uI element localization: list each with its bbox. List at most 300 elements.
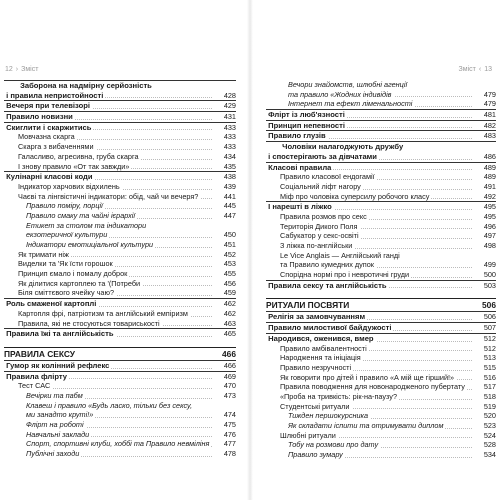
toc-entry: [4, 201, 236, 211]
toc-entry-title: [26, 401, 212, 411]
toc-entry-text: і правила непристойності: [4, 91, 105, 100]
toc-page-number: 515: [483, 362, 496, 372]
toc-entry: [266, 231, 496, 241]
toc-entry-text: Вечірки та пабм: [26, 390, 83, 400]
toc-entry-title: [18, 132, 212, 142]
toc-entry-title: [288, 450, 472, 460]
toc-entry-title: [266, 301, 472, 311]
toc-entry-title: [26, 211, 212, 221]
toc-entry: [4, 259, 236, 269]
toc-entry-title: [266, 323, 472, 333]
toc-entry-text: Кулінарні класові коди: [4, 172, 95, 181]
toc-page-number: 453: [223, 259, 236, 269]
toc-entry-text: Правило новизни: [4, 112, 75, 121]
toc-entry-text: «Проба на тривкість: рік-на-паузу?: [280, 391, 398, 401]
toc-entry-text: Публічні заходи: [26, 449, 80, 459]
toc-page-number: 441: [223, 191, 236, 201]
toc-entry: [266, 152, 496, 162]
toc-entry-title: [280, 251, 472, 261]
book-gutter: [247, 0, 253, 500]
toc-entry: [266, 311, 496, 322]
toc-page-number: 499: [483, 260, 496, 270]
toc-entry-title: [26, 221, 212, 231]
toc-entry: [266, 120, 496, 131]
toc-entry: [4, 211, 236, 221]
toc-entry-title: [18, 269, 212, 279]
toc-entry-title: [280, 260, 472, 270]
toc-entry-text: І знову правило «От так завжди»: [18, 161, 130, 171]
toc-entry-text: Чаєві та лінгвістичні індикатори: обід, чай чи вечеря?: [18, 191, 199, 201]
toc-entry-text: Релігія за замовчуванням: [266, 312, 367, 321]
toc-entry-title: [26, 449, 212, 459]
toc-entry-text: Правило поміру, порції: [26, 201, 103, 211]
toc-entry-title: [280, 392, 472, 402]
toc-entry-text: Соціальний ліфт нагору: [280, 181, 361, 191]
toc-page-number: 434: [223, 151, 236, 161]
right-page-header: [459, 66, 492, 73]
toc-entry-title: [266, 152, 472, 162]
toc-entry: [266, 99, 496, 109]
toc-entry-text: Як тримати ніж: [18, 249, 69, 259]
toc-entry-title: [26, 240, 212, 250]
toc-page-number: 469: [223, 371, 236, 381]
toc-entry: [266, 280, 496, 291]
toc-entry: [4, 391, 236, 401]
toc-entry: [4, 328, 236, 339]
toc-entry: [4, 100, 236, 111]
toc-entry-title: [18, 259, 212, 269]
toc-page-number: 450: [223, 230, 236, 240]
toc-page-number: 452: [223, 249, 236, 259]
toc-entry-text: З ліжка по-англійськи: [280, 241, 353, 250]
toc-entry-text: Навчальні заклади: [26, 429, 90, 439]
toc-entry: [266, 411, 496, 421]
toc-entry-title: [4, 101, 212, 111]
toc-page-number: 473: [223, 390, 236, 400]
toc-page-number: 497: [483, 231, 496, 241]
toc-entry-title: [288, 411, 472, 421]
header-separator: ›: [15, 66, 19, 73]
toc-entry-title: [4, 299, 212, 309]
toc-entry-text: Міф про чоловіка суперсилу робочого класу: [280, 191, 430, 201]
toc-page-number: 517: [483, 382, 496, 392]
toc-entry-text: Le Vice Anglais — Англійський ганді: [280, 250, 400, 260]
toc-page-number: 506: [483, 312, 496, 322]
toc-entry: [4, 449, 236, 459]
toc-entry-text: Правило амбівалентності: [280, 343, 367, 353]
toc-page-number: 512: [483, 343, 496, 353]
toc-page-number: 489: [483, 172, 496, 182]
right-page-number: 13: [484, 66, 492, 73]
toc-page-number: 492: [483, 191, 496, 201]
toc-page-number: 507: [483, 323, 496, 333]
toc-entry-text: Принцип ємало і помалу доброк: [18, 269, 128, 279]
toc-entry-text: ми занадто круті!»: [26, 410, 94, 420]
toc-entry: [4, 269, 236, 279]
toc-entry-text: Флірт на роботі: [26, 420, 84, 429]
toc-entry-title: [26, 439, 212, 449]
toc-page-number: 477: [223, 439, 236, 449]
toc-entry-text: Тобу на розмови про дату: [288, 440, 379, 450]
toc-page-number: 491: [483, 181, 496, 191]
toc-page-number: 519: [483, 401, 496, 411]
toc-entry-title: [288, 99, 472, 109]
toc-entry: [266, 431, 496, 441]
toc-entry: [266, 344, 496, 354]
toc-entry-text: Правила поводження для новонародженого пубертату: [280, 382, 465, 392]
toc-page-number: 513: [483, 353, 496, 363]
toc-entry-text: Галасливо, агресивна, груба скарга: [18, 151, 139, 161]
toc-entry: [266, 382, 496, 392]
toc-page-number: 456: [223, 278, 236, 288]
toc-entry: [4, 80, 236, 91]
toc-page-number: 470: [223, 381, 236, 391]
toc-entry: [4, 250, 236, 260]
toc-page-number: 433: [223, 122, 236, 132]
toc-entry-text: Студентські ритуали: [280, 401, 350, 411]
toc-entry-title: [18, 279, 212, 289]
toc-page-number: 489: [483, 162, 496, 172]
toc-entry: [266, 450, 496, 460]
toc-entry: [266, 333, 496, 344]
toc-entry: [266, 192, 496, 202]
toc-page-number: 500: [483, 270, 496, 280]
toc-entry: [266, 373, 496, 383]
toc-page-number: 466: [223, 360, 236, 370]
toc-entry-text: Картопля фрі, патріотизм та англійський емпіризм: [18, 308, 188, 318]
toc-entry-title: [280, 172, 472, 182]
toc-page-number: 524: [483, 430, 496, 440]
toc-entry-title: [280, 182, 472, 192]
toc-page-number: 476: [223, 429, 236, 439]
toc-entry-title: [18, 81, 212, 91]
toc-page-number: 481: [483, 110, 496, 120]
toc-entry: [4, 360, 236, 371]
toc-entry: [266, 353, 496, 363]
toc-entry: [4, 347, 236, 360]
toc-page-number: 520: [483, 411, 496, 421]
toc-entry-title: [4, 361, 212, 371]
toc-entry: [266, 440, 496, 450]
header-separator: ‹: [478, 66, 482, 73]
toc-entry: [266, 201, 496, 212]
toc-entry-title: [288, 90, 472, 100]
left-toc-list: [4, 80, 236, 459]
toc-entry: [4, 240, 236, 250]
toc-entry-title: [266, 202, 472, 212]
toc-entry-title: [18, 250, 212, 260]
toc-entry: [4, 319, 236, 329]
toc-entry: [266, 298, 496, 311]
toc-entry-text: Як складати іспити та отримувати диплом: [288, 421, 444, 430]
toc-entry-title: [280, 344, 472, 354]
toc-entry-text: Чоловіки налагоджують дружбу: [280, 142, 405, 151]
toc-entry-text: Гумор як колінний рефлекс: [4, 361, 111, 370]
toc-entry-title: [26, 391, 212, 401]
toc-entry: [266, 251, 496, 261]
toc-entry-text: Етикет за столом та індикатори: [26, 220, 147, 230]
toc-entry-title: [18, 192, 212, 202]
toc-entry-title: [280, 212, 472, 222]
toc-page-number: 431: [223, 112, 236, 122]
toc-entry-title: [18, 381, 212, 391]
toc-entry-text: Виделки та 'Як їсти горошок: [18, 259, 113, 269]
toc-page-number: 479: [483, 99, 496, 109]
toc-entry-title: [18, 162, 212, 172]
toc-entry-title: [280, 270, 472, 280]
toc-page-number: 479: [483, 89, 496, 99]
toc-entry-title: [26, 420, 212, 430]
toc-entry-title: [4, 329, 212, 339]
toc-page-number: 528: [483, 440, 496, 450]
toc-entry-title: [26, 201, 212, 211]
toc-entry: [266, 322, 496, 333]
toc-entry-text: Класові правила: [266, 163, 333, 172]
toc-page-number: 516: [483, 372, 496, 382]
toc-entry-text: Народження та ініціація: [280, 353, 361, 363]
right-toc-list: [266, 80, 496, 460]
toc-entry-text: Правила розмов про секс: [280, 211, 367, 221]
toc-page-number: 447: [223, 210, 236, 220]
toc-entry-text: Вечори знайомств, шлюбні агенції: [288, 80, 408, 89]
toc-entry: [266, 363, 496, 373]
toc-page-number: 512: [483, 333, 496, 343]
toc-entry-title: [4, 350, 212, 360]
toc-entry: [4, 162, 236, 172]
toc-entry-title: [280, 222, 472, 232]
toc-entry: [266, 162, 496, 173]
toc-page-number: 428: [223, 90, 236, 100]
toc-entry-title: [4, 112, 212, 122]
toc-page-number: 482: [483, 120, 496, 130]
toc-entry-text: Заборона на надмірну серйозність: [18, 81, 154, 90]
toc-entry-text: Біля сміттєвого ячейку чаю?: [18, 288, 115, 298]
toc-entry: [4, 410, 236, 420]
toc-entry-text: Принцип непевності: [266, 121, 347, 130]
toc-page-number: 466: [222, 348, 236, 359]
toc-entry-text: Правило смаку та чайні ієрархії: [26, 210, 136, 220]
toc-entry-text: РИТУАЛИ ПОСВЯТИ: [266, 301, 350, 311]
toc-entry-title: [18, 288, 212, 298]
toc-entry: [4, 439, 236, 449]
toc-entry-text: Як говорити про дітей і правило «А мій ще гірший!»: [280, 372, 455, 382]
toc-entry-title: [266, 131, 472, 141]
toc-page-number: 438: [223, 172, 236, 182]
toc-entry: [266, 421, 496, 431]
toc-entry-text: Індикатори емотиціальної культури: [26, 240, 154, 249]
toc-entry: [4, 221, 236, 231]
left-section-title: Зміст: [21, 66, 39, 73]
toc-entry: [4, 430, 236, 440]
toc-entry: [266, 80, 496, 90]
toc-page-number: 495: [483, 211, 496, 221]
toc-entry-text: Мовчазна скарга: [18, 132, 75, 142]
toc-page-number: 465: [223, 329, 236, 339]
toc-entry: [4, 401, 236, 411]
toc-entry: [4, 230, 236, 240]
toc-entry-title: [280, 402, 472, 412]
toc-entry-title: [280, 363, 472, 373]
toc-entry-title: [4, 172, 212, 182]
toc-entry-title: [266, 334, 472, 344]
toc-entry-text: Роль смаженої картоплі: [4, 299, 98, 308]
toc-entry: [266, 270, 496, 280]
toc-page-number: 435: [223, 161, 236, 171]
toc-page-number: 503: [483, 280, 496, 290]
toc-entry-text: Територія Дикого Поля: [280, 221, 358, 231]
toc-entry-text: Флірт із люб'язності: [266, 110, 347, 119]
toc-entry-title: [288, 421, 472, 431]
toc-entry-title: [280, 231, 472, 241]
toc-entry: [4, 371, 236, 382]
toc-page-number: 496: [483, 221, 496, 231]
toc-page-number: 451: [223, 240, 236, 249]
toc-entry-text: та Правило кумедних дупок: [280, 260, 374, 270]
toc-page-number: 439: [223, 181, 236, 191]
toc-entry-title: [288, 80, 472, 90]
toc-page-number: 433: [223, 142, 236, 152]
toc-entry-title: [266, 121, 472, 131]
toc-entry-title: [266, 110, 472, 120]
toc-page-number: 429: [223, 101, 236, 111]
toc-entry-text: Тижден першокурсника: [288, 411, 369, 421]
toc-entry-text: Спорт, спортивні клуби, хоббі та Правило невміліня: [26, 439, 210, 449]
toc-entry: [4, 288, 236, 298]
toc-entry-title: [18, 152, 212, 162]
toc-page-number: 534: [483, 450, 496, 460]
toc-page-number: 486: [483, 151, 496, 161]
toc-entry: [4, 171, 236, 182]
toc-entry: [266, 222, 496, 232]
toc-entry-text: Правила їжі та англійськість: [4, 329, 116, 338]
toc-entry-title: [280, 241, 472, 251]
toc-entry-title: [266, 281, 472, 291]
toc-page-number: 433: [223, 132, 236, 142]
toc-entry-title: [18, 319, 212, 329]
toc-page-number: 495: [483, 202, 496, 212]
toc-entry: [4, 182, 236, 192]
toc-entry-text: Правила сексу та англійськість: [266, 281, 389, 290]
toc-entry-text: Скиглити і скаржитись: [4, 123, 93, 132]
toc-page-number: 478: [223, 449, 236, 459]
toc-entry: [266, 182, 496, 192]
toc-page-number: 506: [482, 300, 496, 311]
toc-entry: [266, 402, 496, 412]
right-section-title: Зміст: [458, 66, 476, 73]
toc-entry: [4, 298, 236, 309]
toc-entry-title: [266, 312, 472, 322]
toc-entry-title: [18, 182, 212, 192]
toc-entry-title: [280, 373, 472, 383]
toc-entry: [4, 152, 236, 162]
toc-entry-text: Клавеш і правило «Будь ласко, тільки без сексу,: [26, 400, 193, 410]
toc-page-number: 462: [223, 299, 236, 309]
toc-entry-title: [26, 410, 212, 420]
toc-entry: [266, 172, 496, 182]
toc-entry-text: Спорідна нормі про і невротичні груди: [280, 270, 410, 280]
toc-entry: [4, 381, 236, 391]
toc-entry-text: і спостерігають за дівчатами: [266, 152, 379, 161]
toc-page-number: 455: [223, 269, 236, 279]
toc-entry: [266, 130, 496, 141]
toc-entry-text: Правило незручності: [280, 362, 352, 372]
toc-entry: [4, 192, 236, 202]
toc-entry-title: [26, 430, 212, 440]
toc-entry-title: [280, 353, 472, 363]
toc-entry-text: Як ділитися картоплею та '(Потреби: [18, 278, 141, 288]
toc-entry-text: Інтернет та ефект ліменальності: [288, 99, 413, 109]
toc-page-number: 518: [483, 391, 496, 401]
toc-entry-title: [18, 309, 212, 319]
toc-page-number: 483: [483, 131, 496, 141]
toc-page-number: 474: [223, 410, 236, 420]
left-page-header: [5, 66, 38, 73]
toc-entry: [4, 309, 236, 319]
toc-entry-text: І нарешті в ліжко: [266, 202, 334, 211]
toc-entry: [266, 141, 496, 152]
toc-entry: [266, 241, 496, 251]
toc-entry: [266, 392, 496, 402]
toc-entry: [266, 260, 496, 270]
toc-entry-text: Правила, які не стосуються товариськості: [18, 318, 160, 328]
toc-entry-text: та правило «Жодних індивідів: [288, 89, 392, 99]
toc-entry: [4, 91, 236, 101]
toc-entry-title: [18, 142, 212, 152]
toc-entry-title: [4, 91, 212, 101]
toc-page-number: 459: [223, 288, 236, 298]
toc-entry-text: Правило глузів: [266, 131, 328, 140]
toc-page-number: 475: [223, 420, 236, 429]
toc-entry-text: Шлюбні ритуали: [280, 430, 336, 440]
toc-entry: [266, 212, 496, 222]
toc-entry-title: [4, 372, 212, 382]
toc-page-number: 523: [483, 421, 496, 430]
toc-entry-title: [266, 163, 472, 173]
toc-entry: [4, 279, 236, 289]
toc-entry: [266, 90, 496, 100]
toc-entry-title: [26, 230, 212, 240]
toc-page-number: 462: [223, 308, 236, 318]
toc-entry-title: [280, 431, 472, 441]
toc-entry-text: Вечеря при телевізорі: [4, 101, 92, 110]
toc-entry: [266, 109, 496, 120]
toc-entry: [4, 111, 236, 122]
toc-entry: [4, 122, 236, 133]
toc-entry-text: Правило зумару: [288, 450, 343, 460]
toc-entry: [4, 142, 236, 152]
toc-entry-title: [280, 382, 472, 392]
toc-entry-text: Правило класової ендогамії: [280, 172, 375, 182]
toc-entry-title: [280, 142, 472, 152]
toc-page-number: 498: [483, 241, 496, 250]
toc-page-number: 445: [223, 201, 236, 211]
toc-entry: [4, 420, 236, 430]
toc-entry-text: Правила флірту: [4, 372, 69, 381]
toc-entry-text: Правило милостивої байдужості: [266, 323, 393, 332]
toc-entry-text: Народився, оженився, вмер: [266, 334, 376, 343]
toc-entry-text: екзотеричної культури: [26, 230, 108, 240]
toc-page-number: 463: [223, 318, 236, 328]
left-page-number: 12: [5, 66, 13, 73]
toc-entry-text: Тест САС: [18, 381, 51, 391]
toc-entry-text: Сабукатор у секс-освіті: [280, 231, 359, 241]
toc-entry-title: [280, 192, 472, 202]
toc-entry-text: ПРАВИЛА СЕКСУ: [4, 349, 76, 359]
toc-entry-title: [288, 440, 472, 450]
toc-entry-text: Індикатор харчових відхилень: [18, 181, 120, 191]
toc-entry-text: Скарга з вибаченнями: [18, 142, 94, 152]
toc-entry-title: [4, 123, 212, 133]
